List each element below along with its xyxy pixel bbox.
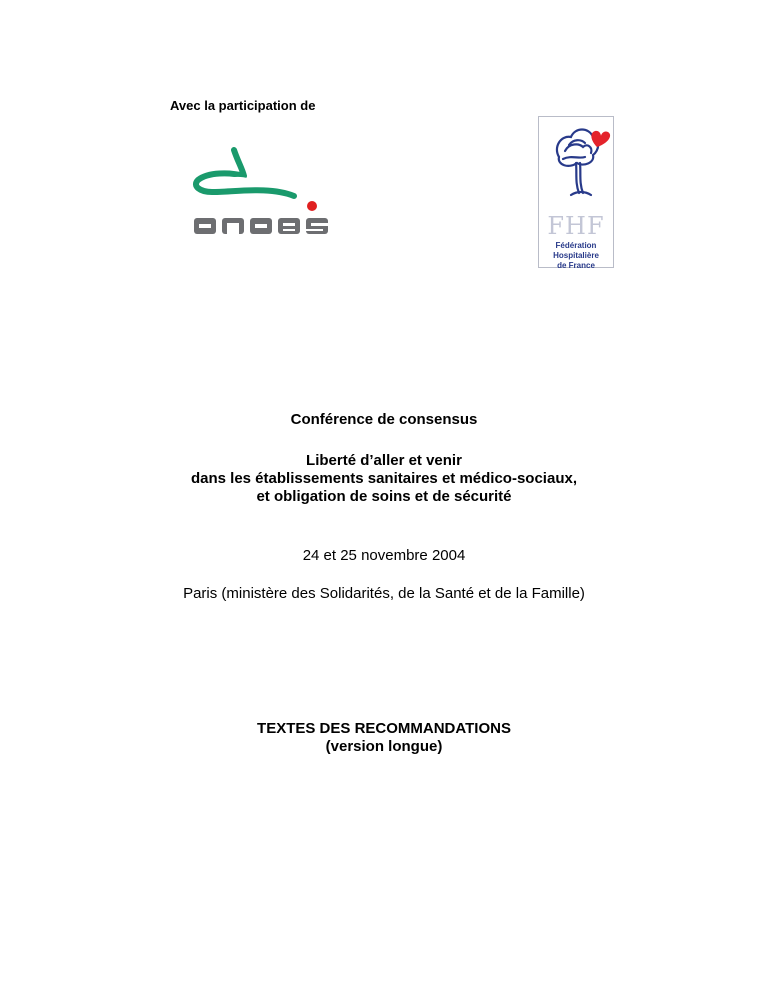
fhf-logo <box>538 116 614 268</box>
anaes-logo-graphic <box>190 146 330 242</box>
fhf-caption-line2: de France <box>557 261 595 270</box>
conference-date: 24 et 25 novembre 2004 <box>302 547 466 564</box>
fhf-tree-icon <box>539 117 615 217</box>
document-heading-line2: (version longue) <box>325 738 443 755</box>
conference-title-line2: dans les établissements sanitaires et médico-sociaux, <box>190 470 577 487</box>
conference-title <box>0 452 768 506</box>
participation-label: Avec la participation de <box>170 98 316 113</box>
conference-type: Conférence de consensus <box>290 411 478 428</box>
fhf-caption-line1: Fédération Hospitalière <box>553 241 599 260</box>
conference-title-line3: et obligation de soins et de sécurité <box>256 488 512 505</box>
fhf-letters: FHF <box>547 212 605 240</box>
anaes-logo <box>190 146 330 242</box>
document-heading <box>0 720 768 756</box>
conference-title-line1: Liberté d’aller et venir <box>306 452 462 469</box>
conference-place: Paris (ministère des Solidarités, de la Santé et de la Famille) <box>183 585 585 602</box>
document-heading-line1: TEXTES DES RECOMMANDATIONS <box>257 720 511 737</box>
fhf-caption <box>539 241 613 271</box>
